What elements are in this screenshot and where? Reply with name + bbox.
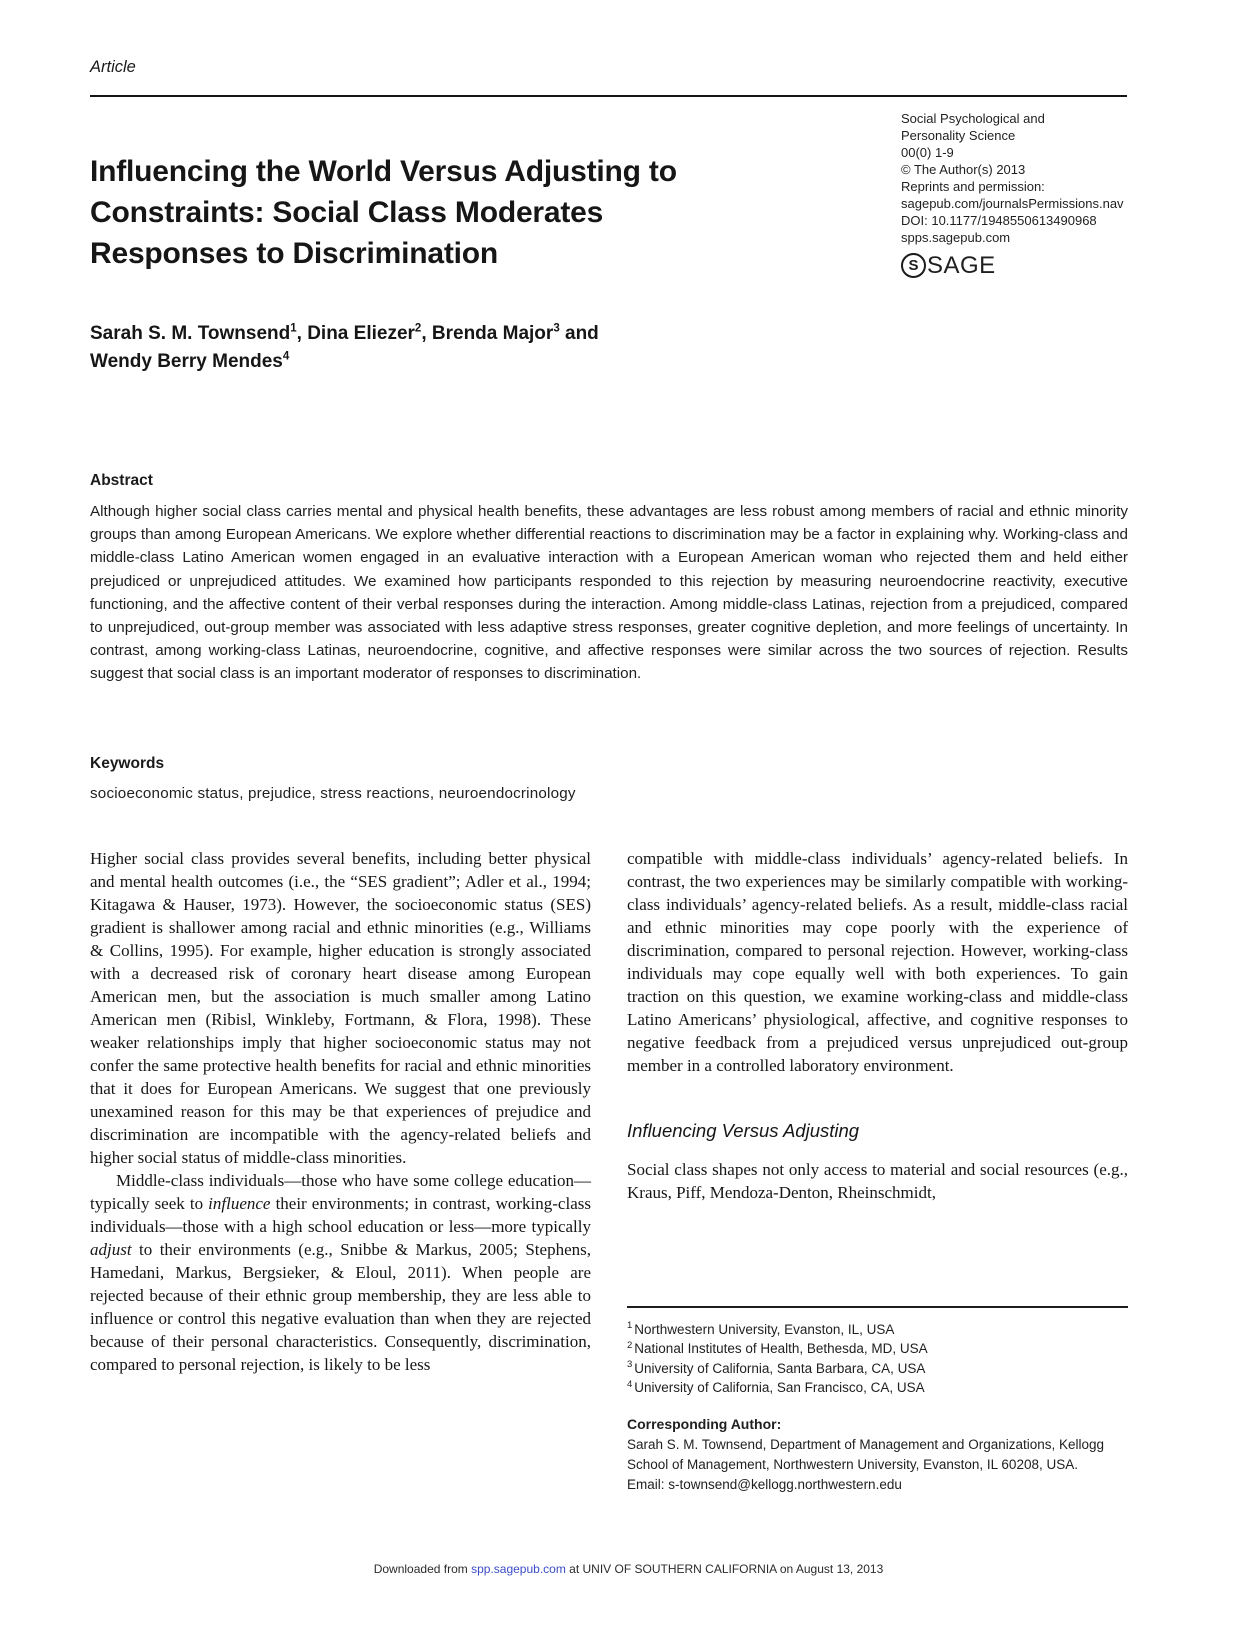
affiliation-3 bbox=[627, 1359, 1128, 1379]
sage-logo bbox=[901, 253, 1151, 278]
footer-prefix: Downloaded from bbox=[373, 1562, 472, 1576]
corresponding-author-address: Sarah S. M. Townsend, Department of Management and Organizations, Kellogg School of Management, Northwestern University, Evanston, IL 60208, USA. bbox=[627, 1436, 1105, 1472]
abstract-section bbox=[90, 472, 1128, 686]
affiliation-text: University of California, San Francisco, CA, USA bbox=[634, 1380, 925, 1395]
corresponding-author-email: Email: s-townsend@kellogg.northwestern.edu bbox=[627, 1476, 902, 1492]
body-paragraph: Higher social class provides several benefits, including better physical and mental health outcomes (i.e., the “SES gradient”; Adler et al., 1994; Kitagawa & Hauser, 1973). However, the socioeconomic status (SES) gradient is shallower among racial and ethnic minorities (e.g., Williams & Collins, 1995). For example, higher education is strongly associated with a decreased risk of coronary heart disease among European American men, but the association is much smaller among Latino American men (Ribisl, Winkleby, Fortmann, & Flora, 1998). These weaker relationships imply that higher socioeconomic status may not confer the same protective health benefits for racial and ethnic minorities that it does for European Americans. We suggest that one previously unexamined reason for this may be that experiences of prejudice and discrimination are incompatible with the agency-related beliefs and higher social status of middle-class minorities. bbox=[90, 849, 591, 1167]
journal-info-lines: Social Psychological and Personality Science 00(0) 1-9 © The Author(s) 2013 Reprints and permission: sagepub.com/journalsPermissions.nav DOI: 10.1177/1948550613490968 spps.sagepub.com bbox=[901, 111, 1124, 245]
affiliation-4 bbox=[627, 1378, 1128, 1398]
affiliation-2 bbox=[627, 1339, 1128, 1359]
author-line-2: Wendy Berry Mendes$^4$ bbox=[90, 350, 290, 372]
affiliation-text: University of California, Santa Barbara, CA, USA bbox=[634, 1360, 926, 1376]
paper-title: Influencing the World Versus Adjusting to Constraints: Social Class Moderates Responses to Discrimination bbox=[90, 155, 677, 271]
author-byline bbox=[90, 320, 850, 376]
affiliation-sup: 3 bbox=[627, 1359, 633, 1370]
affiliation-sup: 2 bbox=[627, 1339, 633, 1351]
left-column bbox=[90, 847, 591, 1515]
abstract-text: Although higher social class carries mental and physical health benefits, these advantages are less robust among members of racial and ethnic minority groups than among European Americans. We explore whether differential reactions to discrimination may be a factor in explaining why. Working-class and middle-class Latino American women engaged in an evaluative interaction with a European American woman who rejected them and held either prejudiced or unprejudiced attitudes. We examined how participants responded to this rejection by measuring neuroendocrine reactivity, executive functioning, and the affective content of their verbal responses during the interaction. Among middle-class Latinas, rejection from a prejudiced, compared to unprejudiced, out-group member was associated with less adaptive stress responses, greater cognitive depletion, and more feelings of uncertainty. In contrast, among working-class Latinas, neuroendocrine, cognitive, and affective responses were similar across the two sources of rejection. Results suggest that social class is an important moderator of responses to discrimination. bbox=[90, 503, 1128, 683]
section-heading-influencing-versus-adjusting: Influencing Versus Adjusting bbox=[627, 1120, 860, 1141]
affiliation-text: Northwestern University, Evanston, IL, USA bbox=[634, 1321, 895, 1337]
journal-info-block bbox=[901, 110, 1151, 278]
header-divider bbox=[90, 95, 1127, 97]
footer-suffix: at UNIV OF SOUTHERN CALIFORNIA on August 13, 2013 bbox=[565, 1562, 884, 1576]
body-paragraph: compatible with middle-class individuals’ agency-related beliefs. In contrast, the two experiences may be similarly compatible with working-class individuals’ agency-related beliefs. As a result, middle-class racial and ethnic minorities may cope poorly with the experience of discrimination, compared to personal rejection. However, working-class individuals may cope equally well with both experiences. To gain traction on this question, we examine working-class and middle-class Latino Americans’ physiological, affective, and cognitive responses to negative feedback from a prejudiced versus unprejudiced out-group member in a controlled laboratory environment. bbox=[627, 849, 1128, 1075]
body-paragraph: Middle-class individuals—those who have some college education—typically seek to influence their environments; in contrast, working-class individuals—those with a high school education or less—more typically adjust to their environments (e.g., Snibbe & Markus, 2005; Stephens, Hamedani, Markus, Bergsieker, & Eloul, 2011). When people are rejected because of their ethnic group membership, they are less able to influence or control this negative evaluation than when they are rejected because of their personal characteristics. Consequently, discrimination, compared to personal rejection, is likely to be less bbox=[90, 1171, 591, 1374]
keywords-heading: Keywords bbox=[90, 755, 165, 772]
download-footer bbox=[0, 1562, 1257, 1576]
affiliation-text: National Institutes of Health, Bethesda, MD, USA bbox=[634, 1341, 928, 1356]
footnote-block bbox=[627, 1306, 1128, 1495]
article-type-label: Article bbox=[90, 58, 136, 76]
body-columns bbox=[90, 847, 1128, 1515]
keywords-list: socioeconomic status, prejudice, stress reactions, neuroendocrinology bbox=[90, 785, 576, 802]
sage-logo-text: SAGE bbox=[927, 252, 996, 279]
abstract-heading: Abstract bbox=[90, 472, 153, 489]
right-column bbox=[627, 847, 1128, 1515]
author-line-1: Sarah S. M. Townsend$^1$, Dina Eliezer$^2$, Brenda Major$^3$ and bbox=[90, 322, 599, 344]
affiliation-1 bbox=[627, 1320, 1128, 1340]
corresponding-author-heading: Corresponding Author: bbox=[627, 1415, 782, 1432]
footnote-divider bbox=[627, 1306, 1128, 1308]
corresponding-author-block bbox=[627, 1414, 1128, 1495]
body-paragraph: Social class shapes not only access to material and social resources (e.g., Kraus, Piff, Mendoza-Denton, Rheinschmidt, bbox=[627, 1160, 1128, 1202]
keywords-section bbox=[90, 755, 1128, 802]
sage-circle-s-icon: S bbox=[901, 253, 926, 278]
affiliation-sup: 1 bbox=[627, 1320, 633, 1331]
affiliation-sup: 4 bbox=[627, 1378, 633, 1390]
footer-journal-link[interactable]: spp.sagepub.com bbox=[471, 1562, 566, 1576]
